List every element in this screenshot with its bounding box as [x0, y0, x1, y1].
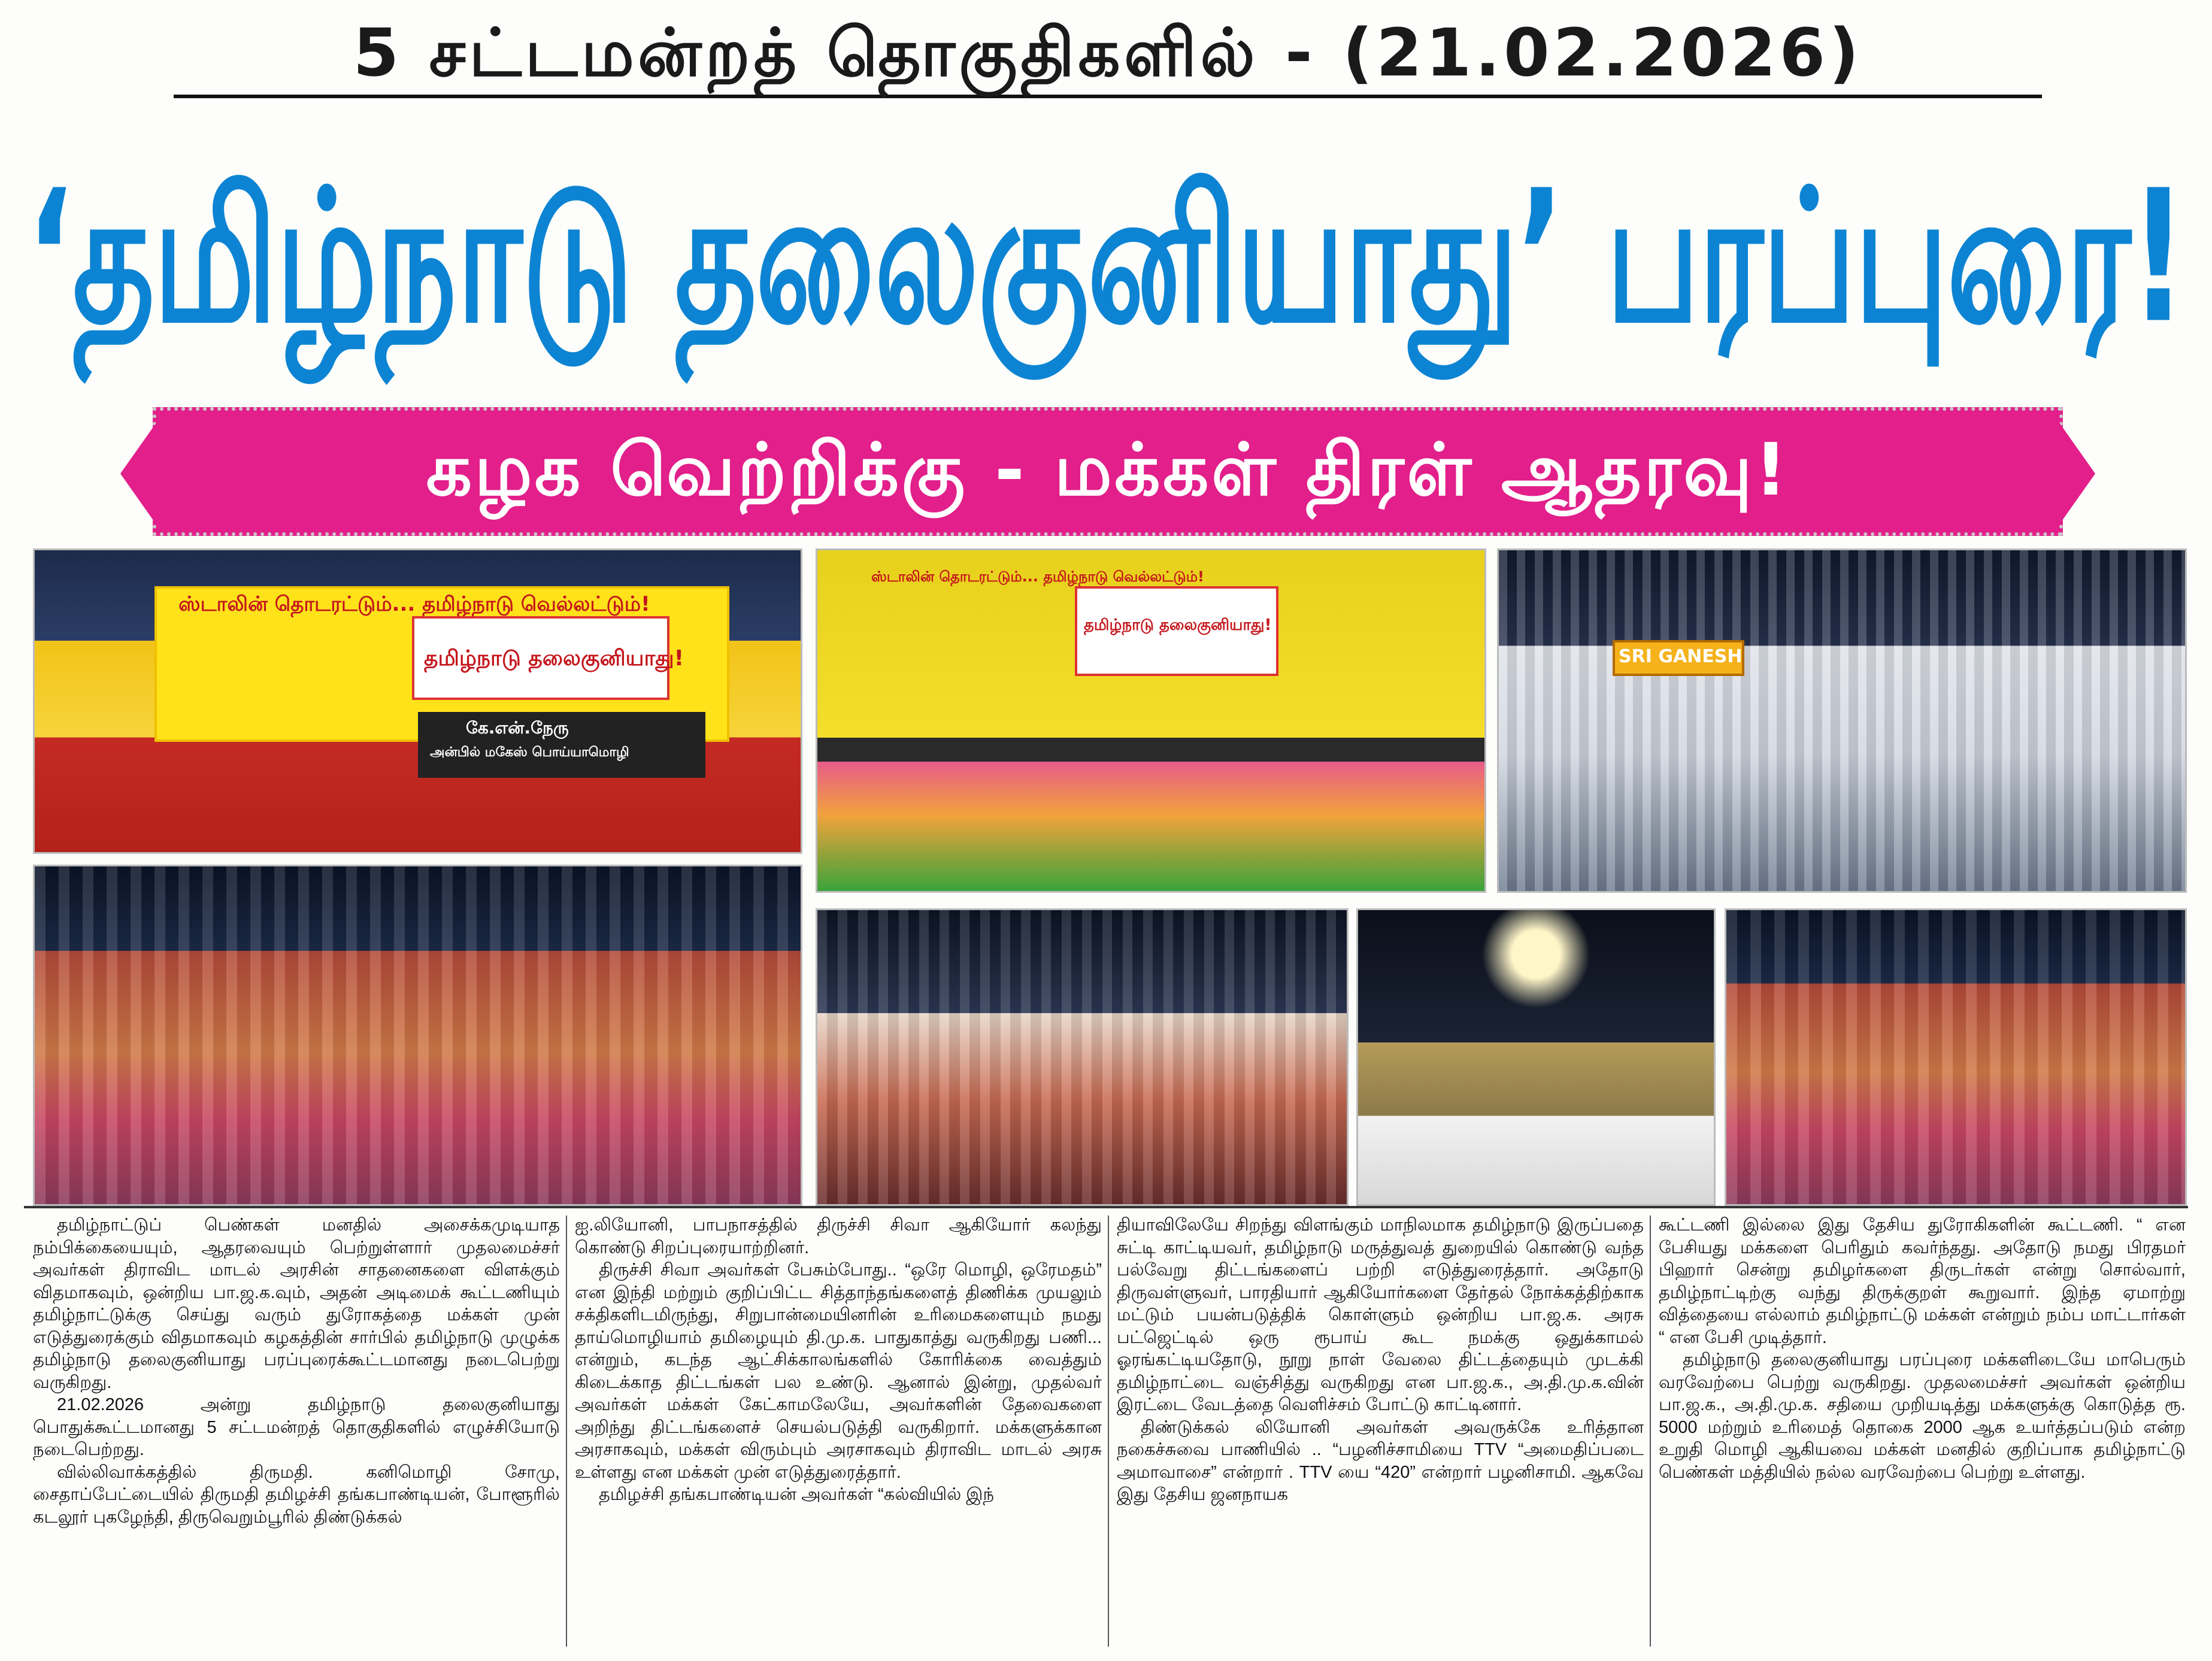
paragraph: திண்டுக்கல் லியோனி அவர்கள் அவருக்கே உரித்தான நகைச்சுவை பாணியில் .. “பழனிச்சாமியை TTV “அமைதிப்படை அமாவாசை” என்றார் . TTV யை “420” என்றார் பழனிசாமி. ஆகவே இது தேசிய ஜனநாயக [1117, 1417, 1644, 1504]
headline-text: ‘தமிழ்நாடு தலைகுனியாது’ பரப்புரை! [26, 150, 2186, 363]
paragraph: 21.02.2026 அன்று தமிழ்நாடு தலைகுனியாது பொதுக்கூட்டமானது 5 சட்டமன்றத் தொகுதிகளில் எழுச்சியோடு நடைபெற்றது. [33, 1395, 560, 1459]
headline [0, 132, 2212, 383]
stage-banner-2-text: ஸ்டாலின் தொடரட்டும்... தமிழ்நாடு வெல்லட்டும்! [871, 568, 1204, 585]
article-column-3 [1117, 1214, 1644, 1645]
photo-venue-wide [1356, 908, 1716, 1206]
column-rule [1108, 1216, 1109, 1647]
stage-board-text: தமிழ்நாடு தலைகுனியாது! [424, 646, 684, 671]
paragraph: வில்லிவாக்கத்தில் திருமதி. கனிமொழி சோமு, சைதாப்பேட்டையில் திருமதி தமிழச்சி தங்கபாண்டியன், போளூரில் கடலூர் புகழேந்தி, திருவெறும்பூரில் திண்டுக்கல் [33, 1462, 560, 1527]
article-column-1 [33, 1214, 560, 1645]
paragraph: கூட்டணி இல்லை இது தேசிய துரோகிகளின் கூட்டணி. “ என பேசியது மக்களை பெரிதும் கவர்ந்தது. அதோடு நமது பிரதமர் பிஹார் சென்று தமிழர்களை திருடர்கள் என்று சொல்வார், தமிழ்நாட்டிற்கு வந்து திருக்குறள் கூறுவார். இந்த ஏமாற்று வித்தையை எல்லாம் தமிழ்நாட்டு மக்கள் என்றும் நம்ப மாட்டார்கள் “ என பேசி முடித்தார். [1659, 1216, 2186, 1347]
column-rule [1650, 1216, 1651, 1647]
stage-banner-text: ஸ்டாலின் தொடரட்டும்... தமிழ்நாடு வெல்லட்டும்! [178, 592, 650, 616]
paragraph: தியாவிலேயே சிறந்து விளங்கும் மாநிலமாக தமிழ்நாடு இருப்பதை சுட்டி காட்டியவர், தமிழ்நாடு மருத்துவத் துறையில் கொண்டு வந்த பல்வேறு திட்டங்களைப் பற்றி எடுத்துரைத்தார். அதோடு திருவள்ளுவர், பாரதியார் ஆகியோர்களை தேர்தல் நோக்கத்திற்காக மட்டும் பயன்படுத்திக் கொள்ளும் ஒன்றிய பா.ஜ.க. அரசு பட்ஜெட்டில் ஒரு ரூபாய் கூட நமக்கு ஒதுக்காமல் ஓரங்கட்டியதோடு, நூறு நாள் வேலை திட்டத்தையும் முடக்கி தமிழ்நாட்டை வஞ்சித்து வருகிறது என பா.ஜ.க., அ.தி.மு.க.வின் இரட்டை வேடத்தை வெளிச்சம் போட்டு காட்டினார். [1117, 1216, 1644, 1414]
shop-sign-text: SRI GANESH [1619, 646, 1743, 667]
paragraph: தமிழ்நாட்டுப் பெண்கள் மனதில் அசைக்கமுடியாத நம்பிக்கையையும், ஆதரவையும் பெற்றுள்ளார் முதலமைச்சர் அவர்கள் திராவிட மாடல் அரசின் சாதனைகளை விளக்கும் விதமாகவும், ஒன்றிய பா.ஜ.க.வும், அதன் அடிமைக் கூட்டணியும் தமிழ்நாட்டுக்கு செய்து வரும் துரோகத்தை மக்கள் முன் எடுத்துரைக்கும் விதமாகவும் கழகத்தின் சார்பில் தமிழ்நாடு முழுக்க தமிழ்நாடு தலைகுனியாது பரப்புரைக்கூட்டமானது நடைபெற்று வருகிறது. [33, 1216, 560, 1392]
photo-stage-speakers [33, 548, 802, 854]
photo-crowd-women [33, 865, 802, 1206]
top-strip-text: 5 சட்டமன்றத் தொகுதிகளில் - (21.02.2026) [353, 14, 1863, 91]
column-rule [566, 1216, 567, 1647]
paragraph: திருச்சி சிவா அவர்கள் பேசும்போது.. “ஒரே மொழி, ஒரேமதம்” என இந்தி மற்றும் குறிப்பிட்ட சித்தாந்தங்களைத் திணிக்க முயலும் சக்திகளிடமிருந்து, சிறுபான்மையினரின் உரிமைகளையும் நமது தாய்மொழியாம் தமிழையும் தி.மு.க. பாதுகாத்து வருகிறது பணி... என்றும், கடந்த ஆட்சிக்காலங்களில் கோரிக்கை வைத்தும் கிடைக்காத திட்டங்கள் பல உண்டு. ஆனால் இன்று, முதல்வர் அவர்கள் மக்கள் கேட்காமலேயே, அவர்களின் தேவைகளை அறிந்து திட்டங்களைச் செயல்படுத்தி வருகிறார். மக்களுக்கான அரசாகவும், மக்கள் விரும்பும் அரசாகவும் திராவிட மாடல் அரசு உள்ளது என மக்கள் முன் எடுத்துரைத்தார். [575, 1260, 1102, 1482]
divider [24, 1206, 2188, 1208]
photo-crowd-night [1725, 908, 2187, 1206]
article-column-4 [1659, 1214, 2186, 1645]
photo-stage-speech [816, 548, 1486, 893]
article-column-2 [575, 1214, 1102, 1645]
stage-board-2-text: தமிழ்நாடு தலைகுனியாது! [1084, 616, 1272, 634]
stage-name-2: அன்பில் மகேஸ் பொய்யாமொழி [430, 745, 629, 760]
stage-name-1: கே.என்.நேரு [466, 718, 569, 738]
photo-crowd-aisle [816, 908, 1349, 1206]
photo-crowd-street [1497, 548, 2187, 893]
banner-text: கழக வெற்றிக்கு - மக்கள் திரள் ஆதரவு! [426, 429, 1790, 512]
subheading-banner [153, 407, 2063, 536]
paragraph: தமிழ்நாடு தலைகுனியாது பரப்புரை மக்களிடையே மாபெரும் வரவேற்பை பெற்று வருகிறது. முதலமைச்சர் அவர்கள் ஒன்றிய பா.ஜ.க., அ.தி.மு.க. சதியை முறியடித்து மக்களுக்கு கொடுத்த ரூ. 5000 மற்றும் உரிமைத் தொகை 2000 ஆக உயர்த்தப்படும் என்ற உறுதி மொழி ஆகியவை மக்கள் மனதில் குறிப்பாக தமிழ்நாட்டு பெண்கள் மத்தியில் நல்ல வரவேற்பை பெற்று உள்ளது. [1659, 1350, 2186, 1482]
paragraph: ஐ.லியோனி, பாபநாசத்தில் திருச்சி சிவா ஆகியோர் கலந்து கொண்டு சிறப்புரையாற்றினர். [575, 1216, 1102, 1257]
paragraph: தமிழச்சி தங்கபாண்டியன் அவர்கள் “கல்வியில் இந் [599, 1485, 995, 1504]
